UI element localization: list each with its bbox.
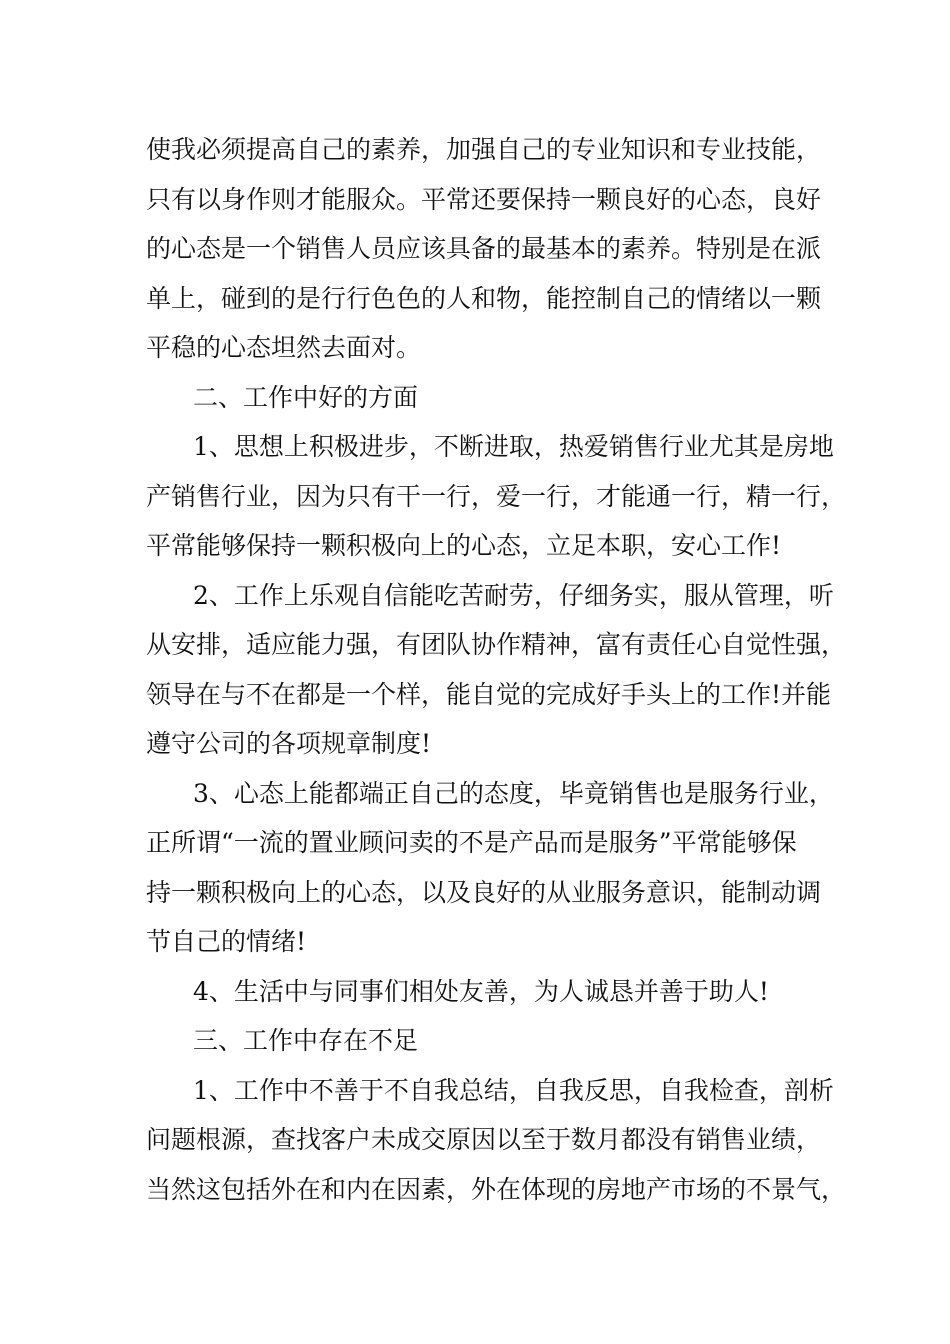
text-line: 从安排，适应能力强，有团队协作精神，富有责任心自觉性强， bbox=[146, 630, 847, 659]
section-heading: 三、工作中存在不足 bbox=[193, 1026, 419, 1055]
text-line: 只有以身作则才能服众。平常还要保持一颗良好的心态，良好 bbox=[146, 184, 822, 214]
text-line: 使我必须提高自己的素养，加强自己的专业知识和专业技能， bbox=[146, 135, 822, 164]
document-body bbox=[146, 125, 847, 1214]
text-line: 产销售行业，因为只有干一行，爱一行，才能通一行，精一行， bbox=[146, 481, 847, 511]
text-line: 1、工作中不善于不自我总结，自我反思，自我检查，剖析 bbox=[193, 1075, 834, 1105]
text-line: 的心态是一个销售人员应该具备的最基本的素养。特别是在派 bbox=[146, 234, 822, 263]
text-line: 领导在与不在都是一个样，能自觉的完成好手头上的工作!并能 bbox=[146, 679, 832, 709]
text-line: 2、工作上乐观自信能吃苦耐劳，仔细务实，服从管理，听 bbox=[193, 580, 834, 610]
text-line: 遵守公司的各项规章制度! bbox=[146, 729, 432, 758]
text-line: 4、生活中与同事们相处友善，为人诚恳并善于助人! bbox=[193, 976, 769, 1006]
text-line: 平稳的心态坦然去面对。 bbox=[146, 333, 422, 362]
text-line: 1、思想上积极进步，不断进取，热爱销售行业尤其是房地 bbox=[193, 432, 834, 461]
section-heading: 二、工作中好的方面 bbox=[193, 382, 419, 412]
text-line: 平常能够保持一颗积极向上的心态，立足本职，安心工作! bbox=[146, 531, 782, 560]
text-line: 3、心态上能都端正自己的态度，毕竟销售也是服务行业， bbox=[193, 778, 834, 808]
text-line: 单上，碰到的是行行色色的人和物，能控制自己的情绪以一颗 bbox=[146, 283, 822, 313]
text-line: 正所谓“一流的置业顾问卖的不是产品而是服务”平常能够保 bbox=[146, 828, 797, 857]
text-line: 持一颗积极向上的心态，以及良好的从业服务意识，能制动调 bbox=[146, 877, 822, 907]
text-line: 当然这包括外在和内在因素，外在体现的房地产市场的不景气， bbox=[146, 1174, 847, 1204]
text-line: 问题根源，查找客户未成交原因以至于数月都没有销售业绩， bbox=[146, 1125, 822, 1154]
text-line: 节自己的情绪! bbox=[146, 927, 307, 956]
